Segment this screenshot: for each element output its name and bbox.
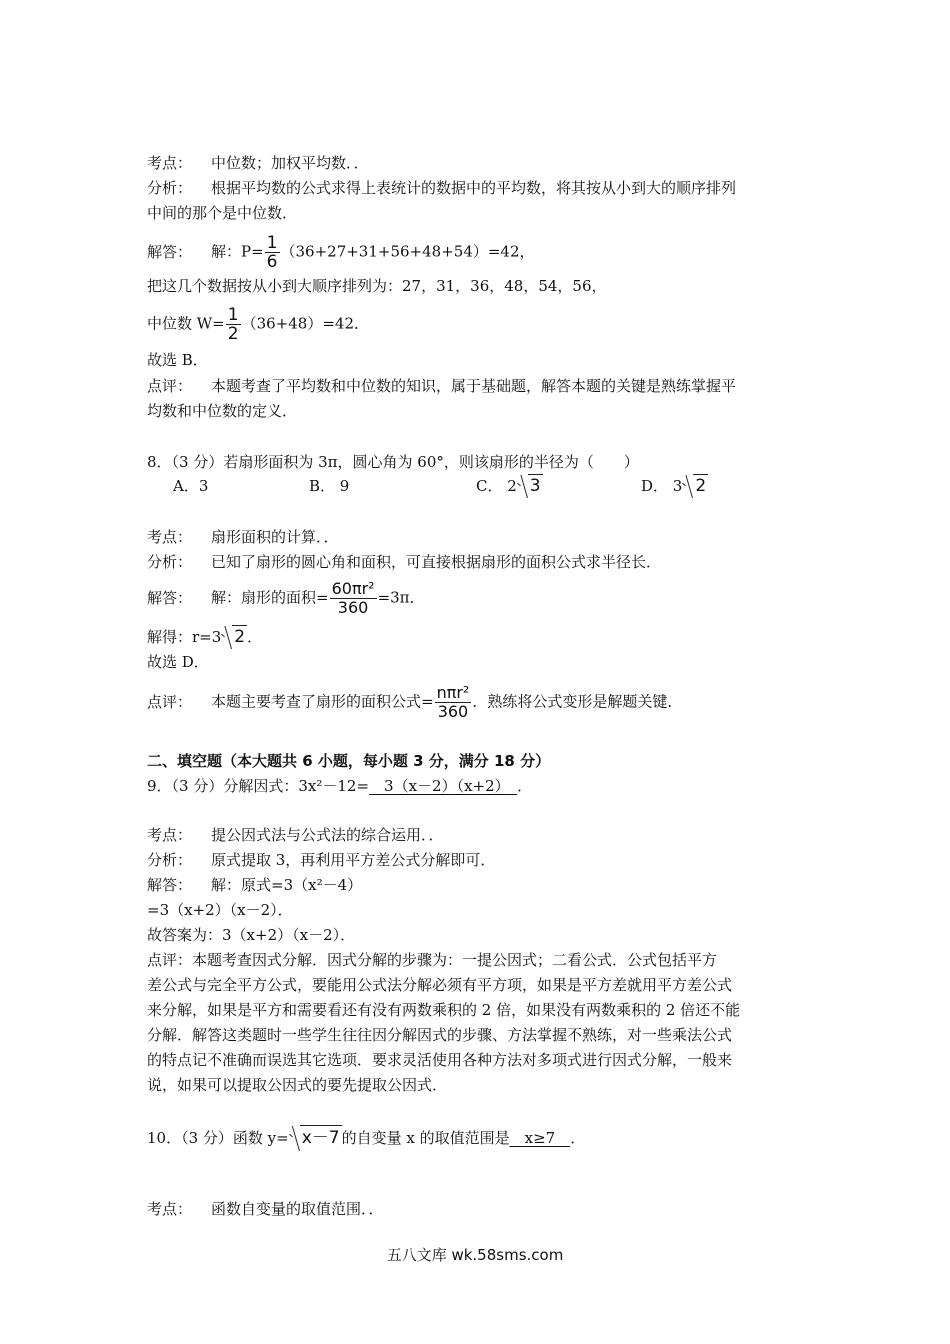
answer-blank: x≥7 [509,1129,571,1147]
answer-blank: 3（x－2）（x+2） [369,777,518,795]
q7-choice: 故选 B． [147,351,208,369]
q10-stem: 10．（3 分）函数 y= x－7 的自变量 x 的取值范围是 x≥7 ． [147,1125,585,1150]
q8-stem: 8．（3 分）若扇形面积为 3π，圆心角为 60°，则该扇形的半径为（ ） [147,453,639,471]
q8-option-b: B． 9 [309,477,350,495]
q10-kaodian: 考点： 函数自变量的取值范围．． [147,1200,384,1218]
q9-jieda: 解答： 解：原式=3（x²－4） [147,876,363,894]
q9-stem: 9．（3 分）分解因式：3x²－12= 3（x－2）（x+2） ． [147,777,533,795]
sqrt-symbol: 2 [221,625,247,648]
q8-result: 解得：r=3 2 ． [147,627,263,647]
q7-kaodian: 考点： 中位数；加权平均数．． [147,154,369,172]
q7-sort-line: 把这几个数据按从小到大顺序排列为：27，31，36，48，54，56， [147,277,607,295]
fraction-sector-area: $\frac{\text{60πr²}}{360}$ [331,579,375,617]
q8-option-c: C． 2 3 [476,476,541,496]
q8-dianping: 点评： 本题主要考查了扇形的面积公式= $\frac{\text{nπr²}}{360}$ ．熟练将公式变形是解题关键． [147,683,683,721]
fraction-sector-formula: $\frac{\text{nπr²}}{360}$ [436,683,470,721]
q9-dianping-cont: 的特点记不准确而误选其它选项．要求灵活使用各种方法对多项式进行因式分解，一般来 [147,1051,733,1069]
q9-answer-line: 故答案为：3（x+2）（x－2）． [147,926,356,944]
q9-fenxi: 分析： 原式提取 3，再利用平方差公式分解即可． [147,851,496,869]
section-title: 二、填空题（本大题共 6 小题，每小题 3 分，满分 18 分） [147,752,551,770]
q9-step: =3（x+2）（x－2）． [147,901,293,919]
q9-dianping-cont: 来分解，如果是平方和需要看还有没有两数乘积的 2 倍，如果没有两数乘积的 2 倍还不能 [147,1001,741,1019]
q9-kaodian: 考点： 提公因式法与公式法的综合运用．． [147,826,444,844]
q9-dianping: 点评：本题考查因式分解．因式分解的步骤为：一提公因式；二看公式．公式包括平方 [147,951,718,969]
q9-dianping-cont: 差公式与完全平方公式，要能用公式法分解必须有平方项，如果是平方差就用平方差公式 [147,976,733,994]
q7-dianping-cont: 均数和中位数的定义． [147,402,298,420]
q9-dianping-cont: 说，如果可以提取公因式的要先提取公因式． [147,1076,448,1094]
fraction-one-half: $\frac{1}{2}$ [227,305,239,344]
q8-fenxi: 分析： 已知了扇形的圆心角和面积，可直接根据扇形的面积公式求半径长． [147,553,662,571]
q8-kaodian: 考点： 扇形面积的计算．． [147,528,339,546]
q7-median-line: 中位数 W= $\frac{1}{2}$ （36+48）=42． [147,305,369,344]
q9-dianping-cont: 分解．解答这类题时一些学生往往因分解因式的步骤、方法掌握不熟练，对一些乘法公式 [147,1026,733,1044]
q7-fenxi-cont: 中间的那个是中位数． [147,204,298,222]
sqrt-symbol: x－7 [289,1125,342,1150]
q8-jieda: 解答： 解：扇形的面积= $\frac{\text{60πr²}}{360}$ =3π． [147,579,425,617]
q7-fenxi: 分析： 根据平均数的公式求得上表统计的数据中的平均数，将其按从小到大的顺序排列 [147,179,737,197]
q7-jieda: 解答： 解：P= $\frac{1}{6}$ （36+27+31+56+48+54）=42， [147,233,535,272]
footer-watermark: 五八文库 wk.58sms.com [386,1246,564,1264]
fraction-one-sixth: $\frac{1}{6}$ [266,233,278,272]
sqrt-symbol: 2 [682,474,708,497]
q8-option-d: D． 3 2 [641,476,707,496]
q7-dianping: 点评： 本题考查了平均数和中位数的知识，属于基础题，解答本题的关键是熟练掌握平 [147,377,737,395]
q8-option-a: A．3 [173,477,209,495]
q8-choice: 故选 D． [147,653,209,671]
sqrt-symbol: 3 [517,474,543,497]
